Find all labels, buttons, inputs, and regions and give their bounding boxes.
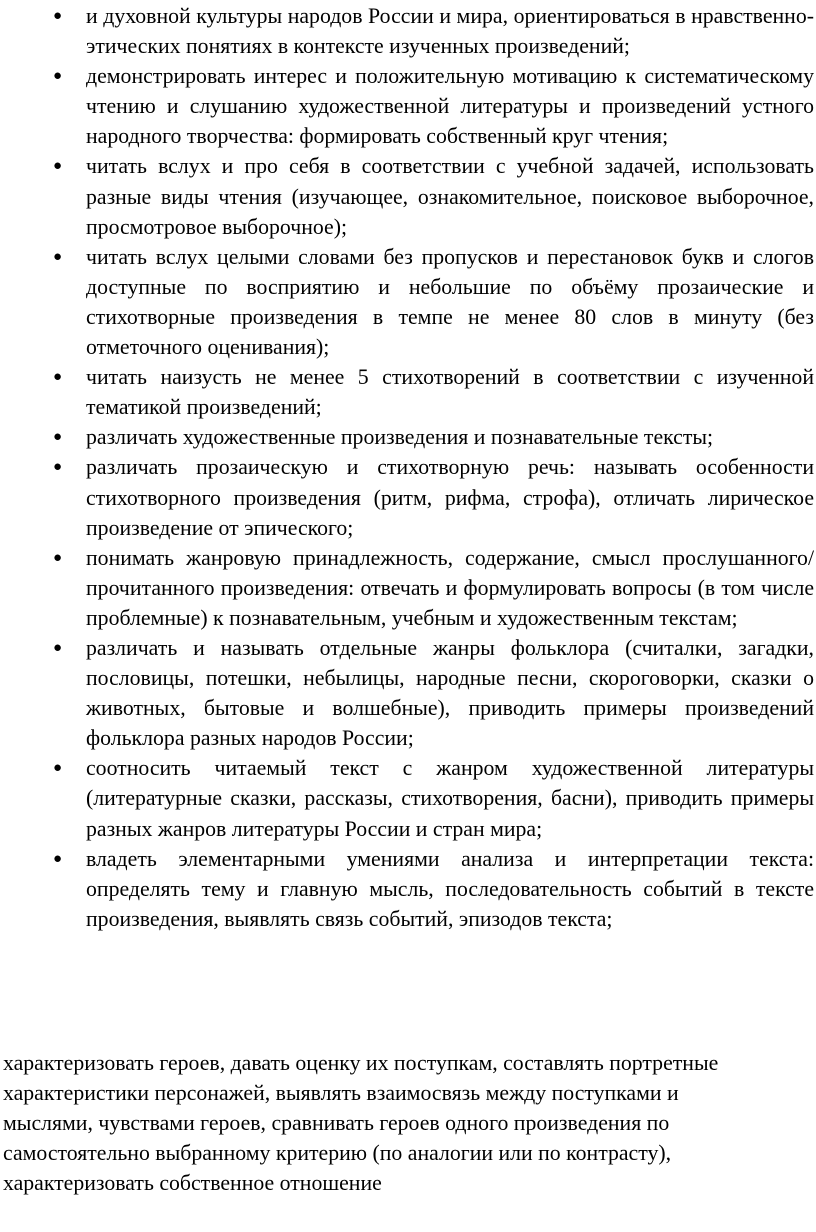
list-item <box>0 753 816 843</box>
list-item-text: владеть элементарными умениями анализа и интерпретации текста: определять тему и главную мысль, последовательность событий в тексте произведения, выявлять связь событий, эпизодов текста; <box>86 846 814 931</box>
paragraph-line: характеристики персонажей, выявлять взаимосвязь между поступками и <box>3 1081 679 1106</box>
bullet-icon: ● <box>53 369 63 386</box>
list-item-text: соотносить читаемый текст с жанром художественной литературы (литературные сказки, рассказы, стихотворения, басни), приводить примеры разных жанров литературы России и стран мира; <box>86 756 814 841</box>
bullet-icon: ● <box>53 760 63 777</box>
list-item <box>0 1 816 61</box>
bullet-icon: ● <box>53 639 63 656</box>
list-item-text: демонстрировать интерес и положительную мотивацию к систематическому чтению и слушанию художественной литературы и произведений устного народного творчества: формировать собственный круг чтения; <box>86 64 814 149</box>
bullet-icon: ● <box>53 68 63 85</box>
paragraph-line: характеризовать собственное отношение <box>3 1171 382 1196</box>
list-item <box>0 362 816 422</box>
list-item <box>0 543 816 633</box>
bullet-icon: ● <box>53 549 63 566</box>
list-item-text: читать вслух и про себя в соответствии с учебной задачей, использовать разные виды чтения (изучающее, ознакомительное, поисковое выборочное, просмотровое выборочное); <box>86 154 814 239</box>
list-item <box>0 844 816 934</box>
list-item <box>0 61 816 151</box>
bullet-icon: ● <box>53 8 63 24</box>
bullet-icon: ● <box>53 459 63 476</box>
list-item-text: и духовной культуры народов России и мира, ориентироваться в нравственно-этических понятиях в контексте изученных произведений; <box>86 4 814 59</box>
paragraph-line: самостоятельно выбранному критерию (по аналогии или по контрасту), <box>3 1141 672 1166</box>
bullet-list <box>0 1 816 934</box>
list-item-text: различать и называть отдельные жанры фольклора (считалки, загадки, пословицы, потешки, небылицы, народные песни, скороговорки, сказки о животных, бытовые и волшебные), приводить примеры произведений фольклора разных народов России; <box>86 635 814 751</box>
bullet-icon: ● <box>53 850 63 867</box>
list-item <box>0 422 816 452</box>
continuation-paragraph <box>3 1048 811 1198</box>
list-item-text: читать вслух целыми словами без пропусков и перестановок букв и слогов доступные по восприятию и небольшие по объёму прозаические и стихотворные произведения в темпе не менее 80 слов в минуту (без отметочного оценивания); <box>86 244 814 360</box>
bullet-icon: ● <box>53 158 63 175</box>
list-item <box>0 242 816 362</box>
list-item <box>0 151 816 241</box>
paragraph-line: мыслями, чувствами героев, сравнивать героев одного произведения по <box>3 1111 670 1136</box>
paragraph-line: характеризовать героев, давать оценку их поступкам, составлять портретные <box>3 1051 719 1075</box>
list-item <box>0 633 816 753</box>
list-item-text: читать наизусть не менее 5 стихотворений в соответствии с изученной тематикой произведений; <box>86 365 814 420</box>
list-item-text: различать художественные произведения и познавательные тексты; <box>86 425 714 450</box>
bullet-icon: ● <box>53 429 63 446</box>
list-item <box>0 452 816 542</box>
list-item-text: понимать жанровую принадлежность, содержание, смысл прослушанного/прочитанного произведения: отвечать и формулировать вопросы (в том числе проблемные) к познавательным, учебным и художественным текстам; <box>86 545 814 630</box>
list-item-text: различать прозаическую и стихотворную речь: называть особенности стихотворного произведения (ритм, рифма, строфа), отличать лирическое произведение от эпического; <box>86 455 814 540</box>
bullet-icon: ● <box>53 248 63 265</box>
